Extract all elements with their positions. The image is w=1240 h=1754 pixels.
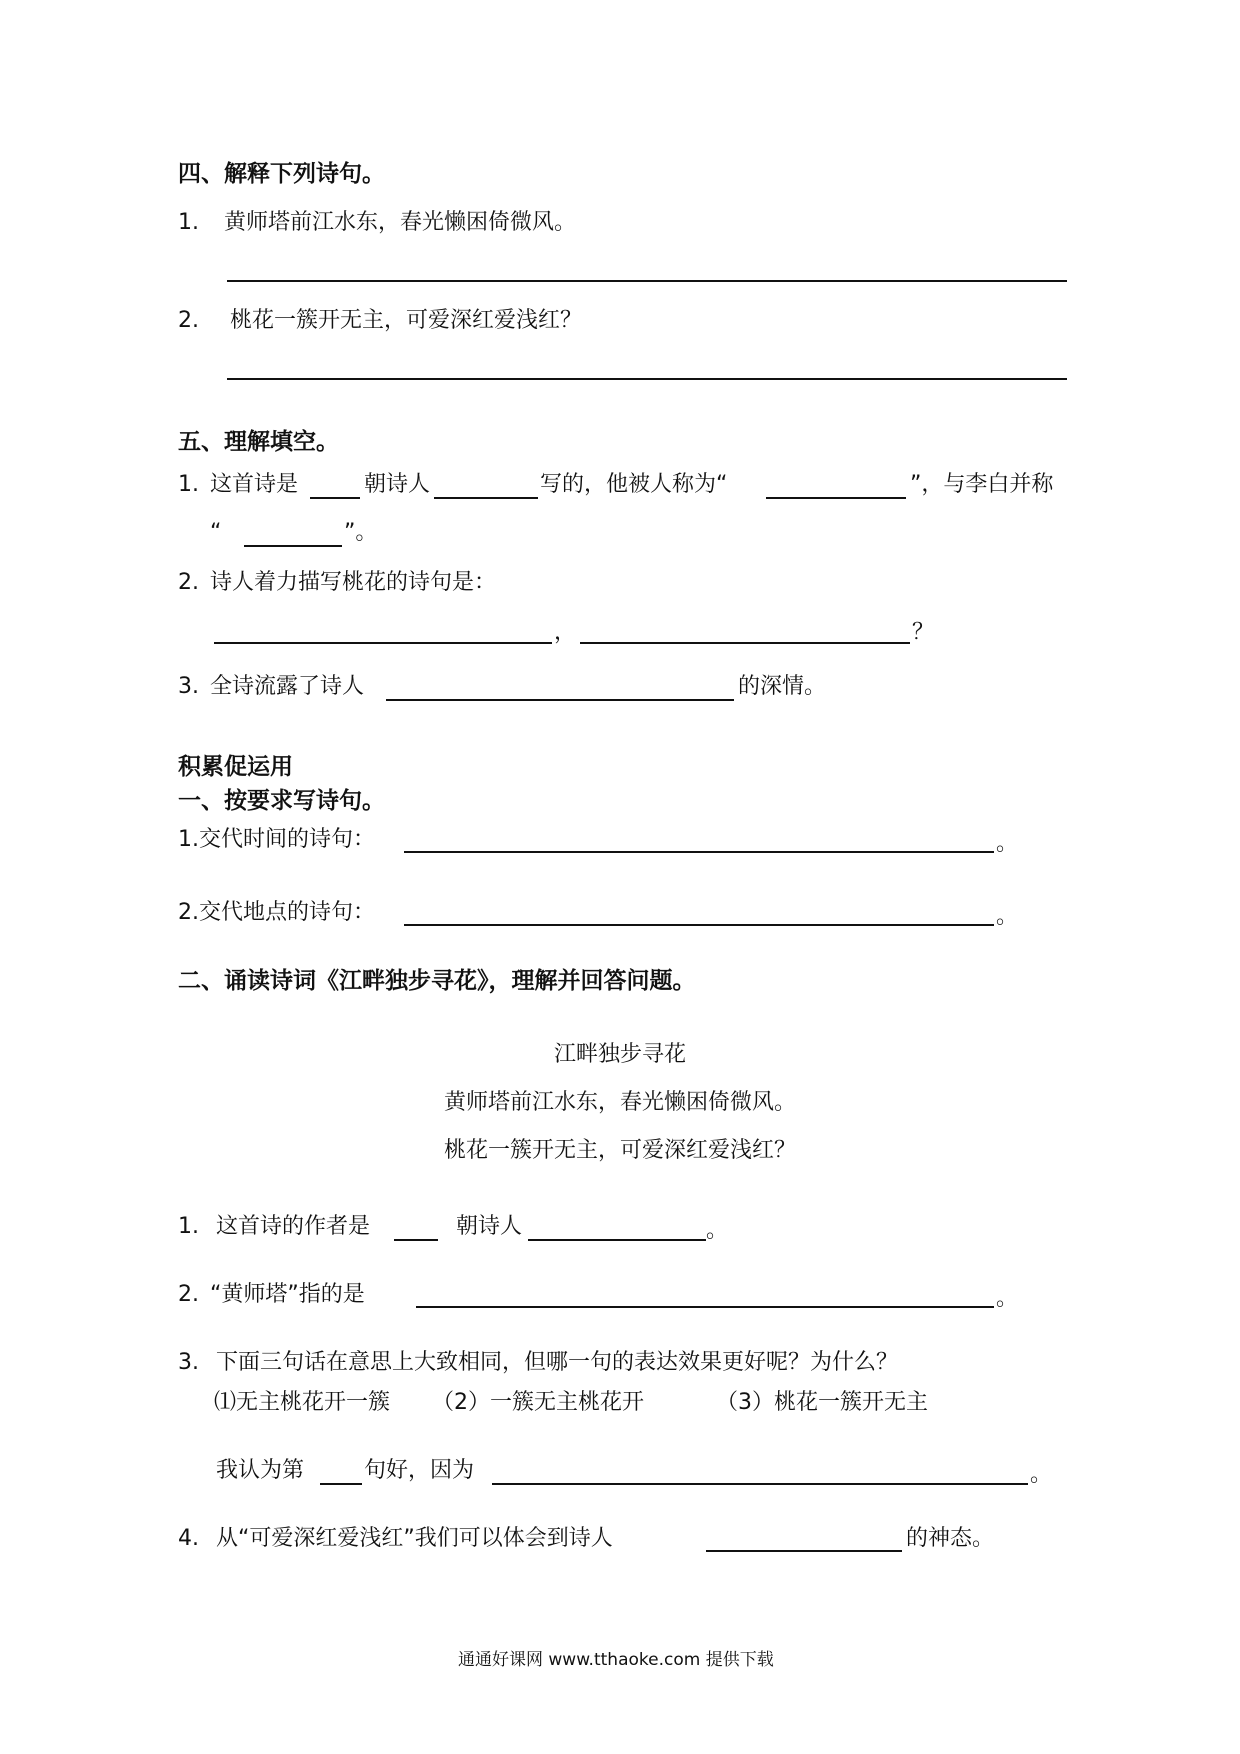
- question-text: 这首诗的作者是: [216, 1214, 371, 1239]
- blank-poet[interactable]: [528, 1239, 706, 1241]
- question-text: 朝诗人: [364, 472, 431, 497]
- punctuation-period: 。: [1030, 1462, 1053, 1487]
- option-2: （2）一簇无主桃花开: [432, 1390, 644, 1415]
- question-number: 3.: [178, 1350, 199, 1375]
- section-title-accumulate: 积累促运用: [178, 754, 293, 780]
- punctuation-period: 。: [706, 1218, 729, 1243]
- question-number: 4.: [178, 1526, 199, 1551]
- option-3: （3）桃花一簇开无主: [716, 1390, 928, 1415]
- punctuation-comma: ，: [554, 620, 577, 645]
- question-text: “: [210, 520, 222, 545]
- question-text: “黄师塔”指的是: [210, 1282, 365, 1307]
- question-text: 从“可爱深红爱浅红”我们可以体会到诗人: [216, 1526, 613, 1551]
- section-heading-4: 四、解释下列诗句。: [178, 161, 385, 187]
- question-text: 的深情。: [738, 674, 827, 699]
- question-text: 的神态。: [906, 1526, 995, 1551]
- question-text: 黄师塔前江水东，春光懒困倚微风。: [224, 210, 577, 235]
- question-number: 2.: [178, 308, 199, 333]
- answer-line[interactable]: [404, 851, 994, 853]
- question-text: 诗人着力描写桃花的诗句是：: [210, 570, 497, 595]
- blank-poet[interactable]: [434, 497, 538, 499]
- section-heading-2: 二、诵读诗词《江畔独步寻花》，理解并回答问题。: [178, 968, 696, 994]
- page-footer: 通通好课网 www.tthaoke.com 提供下载: [458, 1650, 774, 1670]
- blank-choice[interactable]: [320, 1483, 362, 1485]
- question-text: 句好，因为: [364, 1458, 475, 1483]
- punctuation-period: 。: [996, 1286, 1019, 1311]
- blank-dynasty[interactable]: [394, 1239, 438, 1241]
- question-number: 1.: [178, 210, 199, 235]
- blank-dynasty[interactable]: [310, 497, 360, 499]
- answer-line[interactable]: [404, 924, 994, 926]
- answer-line[interactable]: [580, 642, 910, 644]
- poem-title: 江畔独步寻花: [553, 1042, 686, 1067]
- question-text: 朝诗人: [456, 1214, 523, 1239]
- answer-line[interactable]: [706, 1550, 902, 1552]
- blank-pairing[interactable]: [244, 545, 342, 547]
- answer-line[interactable]: [492, 1483, 1028, 1485]
- question-text: 全诗流露了诗人: [210, 674, 365, 699]
- question-text: 1.交代时间的诗句：: [178, 827, 375, 852]
- question-number: 3.: [178, 674, 199, 699]
- question-text: 2.交代地点的诗句：: [178, 900, 375, 925]
- question-number: 2.: [178, 1282, 199, 1307]
- question-text: 这首诗是: [210, 472, 299, 497]
- question-text: 我认为第: [216, 1458, 305, 1483]
- answer-line[interactable]: [386, 699, 734, 701]
- answer-line[interactable]: [416, 1306, 994, 1308]
- blank-title[interactable]: [766, 497, 906, 499]
- question-text: 桃花一簇开无主，可爱深红爱浅红？: [230, 308, 583, 333]
- question-number: 2.: [178, 570, 199, 595]
- question-text: ”。: [344, 520, 378, 545]
- answer-line[interactable]: [227, 378, 1067, 380]
- question-text: ”，与李白并称: [910, 472, 1054, 497]
- question-text: 写的，他被人称为“: [540, 472, 728, 497]
- option-1: ⑴无主桃花开一簇: [214, 1390, 391, 1415]
- punctuation-question: ？: [912, 620, 935, 645]
- section-heading-5: 五、理解填空。: [178, 429, 339, 455]
- section-heading-1: 一、按要求写诗句。: [178, 788, 385, 814]
- punctuation-period: 。: [996, 831, 1019, 856]
- answer-line[interactable]: [214, 642, 552, 644]
- question-number: 1.: [178, 472, 199, 497]
- poem-line-1: 黄师塔前江水东，春光懒困倚微风。: [443, 1090, 796, 1115]
- poem-line-2: 桃花一簇开无主，可爱深红爱浅红？: [443, 1138, 796, 1163]
- answer-line[interactable]: [227, 280, 1067, 282]
- question-number: 1.: [178, 1214, 199, 1239]
- punctuation-period: 。: [996, 904, 1019, 929]
- question-text: 下面三句话在意思上大致相同，但哪一句的表达效果更好呢？为什么？: [216, 1350, 899, 1375]
